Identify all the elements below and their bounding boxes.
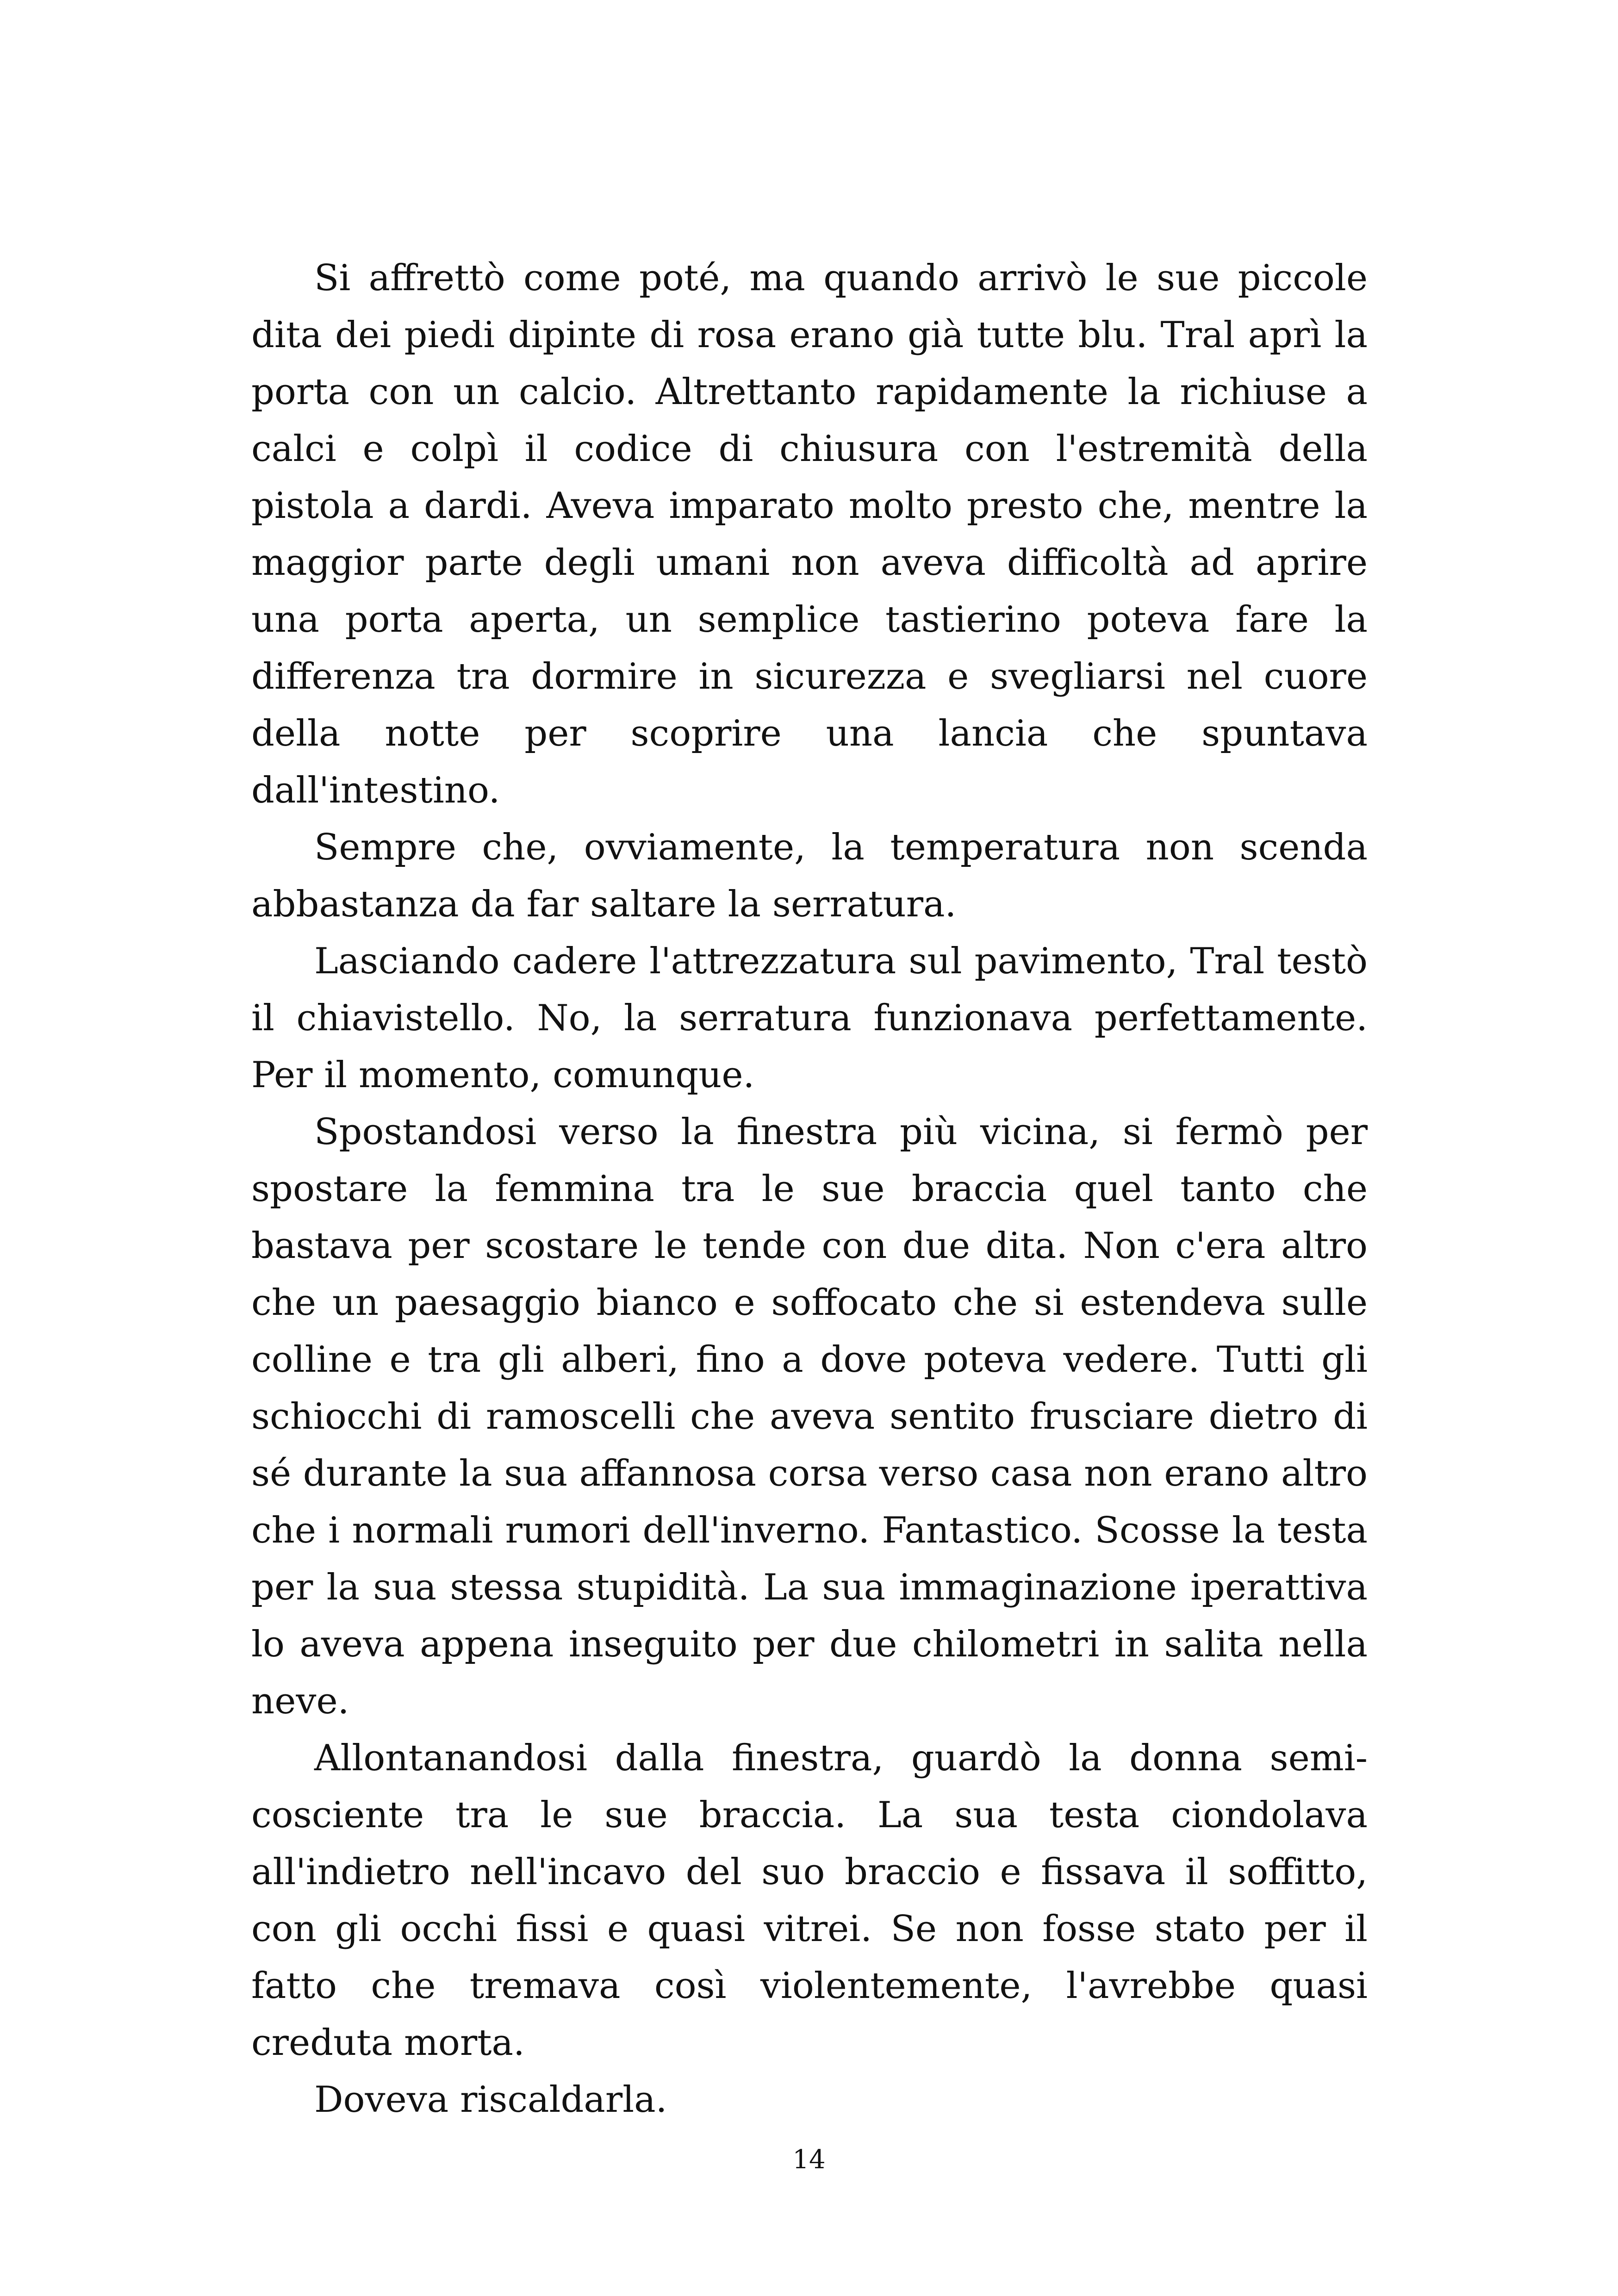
paragraph-6: Doveva riscaldarla. <box>314 2079 667 2121</box>
paragraph-3: Lasciando cadere l'attrezzatura sul pavimento, Tral testò il chiavistello. No, la serratura funzionava perfettamente. Per il momento, comunque. <box>251 940 1368 1096</box>
body-text <box>251 250 1368 2128</box>
paragraph-2: Sempre che, ovviamente, la temperatura non scenda abbastanza da far saltare la serratura. <box>251 827 1368 925</box>
paragraph-1: Si affrettò come poté, ma quando arrivò le sue piccole dita dei piedi dipinte di rosa erano già tutte blu. Tral aprì la porta con un calcio. Altrettanto rapidamente la richiuse a calci e colpì il codice di chiusura con l'estremità della pistola a dardi. Aveva imparato molto presto che, mentre la maggior parte degli umani non aveva difficoltà ad aprire una porta aperta, un semplice tastierino poteva fare la differenza tra dormire in sicurezza e svegliarsi nel cuore della notte per scoprire una lancia che spuntava dall'intestino. <box>251 257 1368 811</box>
paragraph-5: Allontanandosi dalla finestra, guardò la donna semi-cosciente tra le sue braccia. La sua testa ciondolava all'indietro nell'incavo del suo braccio e fissava il soffitto, con gli occhi fissi e quasi vitrei. Se non fosse stato per il fatto che tremava così violentemente, l'avrebbe quasi creduta morta. <box>251 1737 1368 2064</box>
page-number: 14 <box>792 2145 826 2175</box>
paragraph-4: Spostandosi verso la finestra più vicina, si fermò per spostare la femmina tra le sue braccia quel tanto che bastava per scostare le tende con due dita. Non c'era altro che un paesaggio bianco e soffocato che si estendeva sulle colline e tra gli alberi, fino a dove poteva vedere. Tutti gli schiocchi di ramoscelli che aveva sentito frusciare dietro di sé durante la sua affannosa corsa verso casa non erano altro che i normali rumori dell'inverno. Fantastico. Scosse la testa per la sua stessa stupidità. La sua immaginazione iperattiva lo aveva appena inseguito per due chilometri in salita nella neve. <box>251 1111 1368 1722</box>
